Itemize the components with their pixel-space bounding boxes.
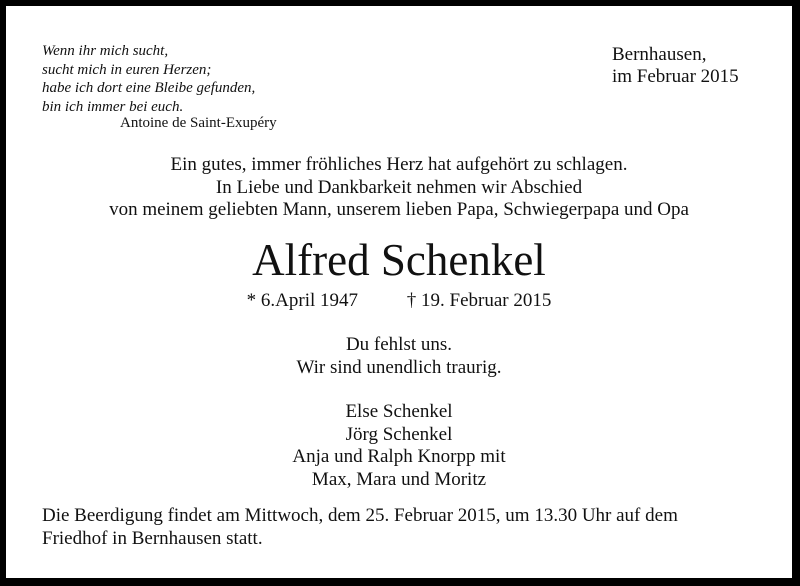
place-date [612,44,739,88]
intro-text [6,154,792,222]
message-line: Wir sind unendlich traurig. [296,356,502,378]
quote-line: habe ich dort eine Bleibe gefunden, [42,80,256,96]
message [6,334,792,379]
death-date: † 19. Februar 2015 [406,290,552,311]
quote-line: Wenn ihr mich sucht, [42,43,169,59]
family-member: Anja und Ralph Knorpp mit [292,446,506,467]
funeral-info [42,505,678,550]
intro-line: In Liebe und Dankbarkeit nehmen wir Abschied [215,176,583,198]
place: Bernhausen, [612,44,707,65]
family-member: Max, Mara und Moritz [311,468,487,490]
family-list [6,401,792,491]
quote-line: bin ich immer bei euch. [42,98,184,115]
message-line: Du fehlst uns. [345,334,453,355]
quote [42,42,255,116]
intro-line: von meinem geliebten Mann, unserem lieben Papa, Schwiegerpapa und Opa [109,199,689,220]
family-member: Jörg Schenkel [345,423,453,445]
quote-line: sucht mich in euren Herzen; [42,61,212,78]
deceased-name: Alfred Schenkel [252,235,546,285]
funeral-line: Friedhof in Bernhausen statt. [42,527,263,549]
birth-date: * 6.April 1947 [246,290,358,311]
date: im Februar 2015 [612,66,739,87]
quote-author: Antoine de Saint-Exupéry [120,115,277,131]
funeral-line: Die Beerdigung findet am Mittwoch, dem 25. Februar 2015, um 13.30 Uhr auf dem [42,505,678,526]
intro-line: Ein gutes, immer fröhliches Herz hat aufgehört zu schlagen. [170,154,628,175]
life-dates [6,290,792,312]
family-member: Else Schenkel [345,401,453,422]
